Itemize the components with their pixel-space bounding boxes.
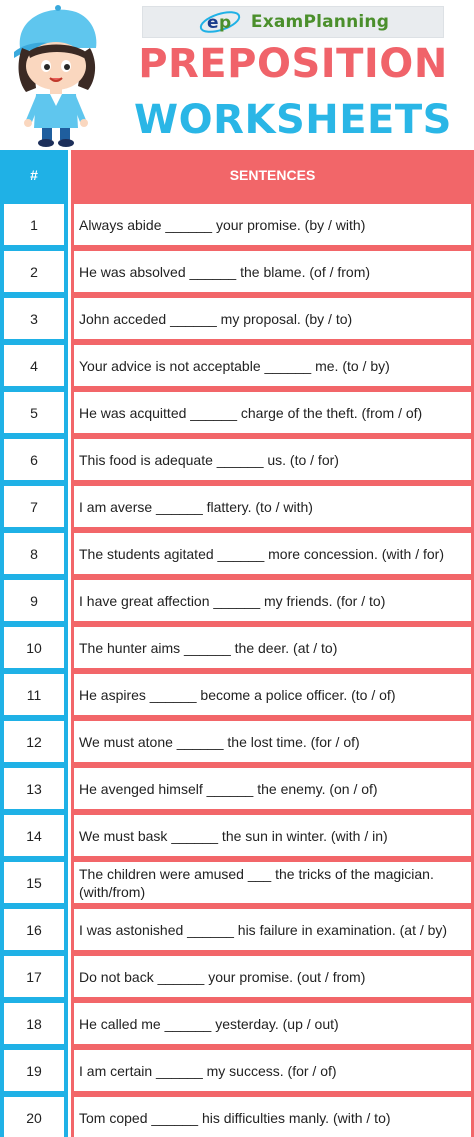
- row-sentence: The hunter aims ______ the deer. (at / to): [74, 627, 471, 668]
- header: [0, 0, 474, 150]
- table-row: [0, 954, 474, 1001]
- row-sentence: Tom coped ______ his difficulties manly. (with / to): [74, 1097, 471, 1137]
- row-number: 4: [4, 345, 64, 386]
- row-number: 20: [4, 1097, 64, 1137]
- girl-mascot-illustration: [6, 2, 106, 148]
- row-sentence: He avenged himself ______ the enemy. (on / of): [74, 768, 471, 809]
- table-row: [0, 343, 474, 390]
- row-sentence: I have great affection ______ my friends. (for / to): [74, 580, 471, 621]
- row-sentence: I was astonished ______ his failure in examination. (at / by): [74, 909, 471, 950]
- table-header: [0, 150, 474, 200]
- row-sentence: We must atone ______ the lost time. (for / of): [74, 721, 471, 762]
- row-number: 18: [4, 1003, 64, 1044]
- row-sentence: This food is adequate ______ us. (to / for): [74, 439, 471, 480]
- svg-text:e: e: [206, 13, 219, 33]
- row-sentence: The children were amused ___ the tricks of the magician. (with/from): [74, 862, 471, 903]
- table-row: [0, 719, 474, 766]
- row-number: 9: [4, 580, 64, 621]
- table-row: [0, 202, 474, 249]
- row-sentence: He was absolved ______ the blame. (of / from): [74, 251, 471, 292]
- row-sentence: The students agitated ______ more concession. (with / for): [74, 533, 471, 574]
- row-number: 15: [4, 862, 64, 903]
- row-number: 16: [4, 909, 64, 950]
- row-sentence: I am averse ______ flattery. (to / with): [74, 486, 471, 527]
- row-sentence: I am certain ______ my success. (for / of): [74, 1050, 471, 1091]
- row-number: 13: [4, 768, 64, 809]
- table-row: [0, 1048, 474, 1095]
- row-number: 17: [4, 956, 64, 997]
- table-row: [0, 437, 474, 484]
- table-row: [0, 907, 474, 954]
- ep-logo-icon: [197, 9, 243, 35]
- row-number: 14: [4, 815, 64, 856]
- row-number: 5: [4, 392, 64, 433]
- table-row: [0, 1095, 474, 1137]
- table-row: [0, 531, 474, 578]
- row-number: 7: [4, 486, 64, 527]
- row-number: 3: [4, 298, 64, 339]
- page-title-line-1: PREPOSITION: [138, 41, 448, 87]
- row-number: 2: [4, 251, 64, 292]
- table-row: [0, 766, 474, 813]
- header-number: #: [0, 150, 68, 200]
- brand-bar: [142, 6, 444, 38]
- row-sentence: He was acquitted ______ charge of the theft. (from / of): [74, 392, 471, 433]
- page-title-line-2: WORKSHEETS: [134, 97, 452, 143]
- row-sentence: John acceded ______ my proposal. (by / to): [74, 298, 471, 339]
- table-row: [0, 625, 474, 672]
- row-number: 11: [4, 674, 64, 715]
- row-sentence: Your advice is not acceptable ______ me. (to / by): [74, 345, 471, 386]
- row-number: 10: [4, 627, 64, 668]
- table-row: [0, 484, 474, 531]
- header-sentences: SENTENCES: [71, 150, 474, 200]
- table-row: [0, 578, 474, 625]
- table-row: [0, 813, 474, 860]
- brand-name: ExamPlanning: [250, 12, 390, 32]
- row-sentence: Do not back ______ your promise. (out / from): [74, 956, 471, 997]
- row-number: 8: [4, 533, 64, 574]
- row-sentence: Always abide ______ your promise. (by / with): [74, 204, 471, 245]
- table-row: [0, 860, 474, 907]
- worksheet-table: [0, 150, 474, 1137]
- svg-text:p: p: [218, 13, 232, 33]
- table-body: [0, 202, 474, 1137]
- table-row: [0, 249, 474, 296]
- table-row: [0, 1001, 474, 1048]
- row-number: 1: [4, 204, 64, 245]
- row-number: 6: [4, 439, 64, 480]
- table-row: [0, 296, 474, 343]
- row-sentence: We must bask ______ the sun in winter. (with / in): [74, 815, 471, 856]
- table-row: [0, 672, 474, 719]
- row-sentence: He aspires ______ become a police officer. (to / of): [74, 674, 471, 715]
- row-number: 12: [4, 721, 64, 762]
- table-row: [0, 390, 474, 437]
- row-sentence: He called me ______ yesterday. (up / out): [74, 1003, 471, 1044]
- row-number: 19: [4, 1050, 64, 1091]
